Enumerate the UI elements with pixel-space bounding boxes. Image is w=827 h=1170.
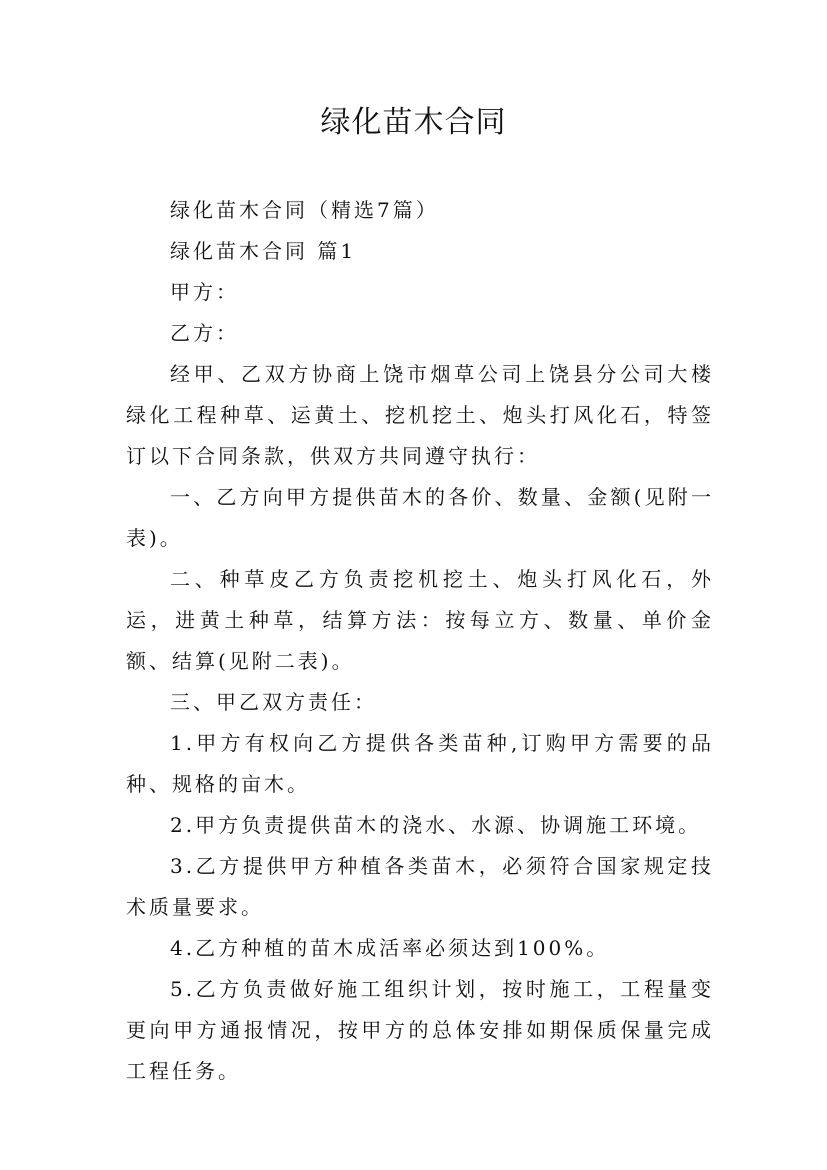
paragraph-item-3: 3.乙方提供甲方种植各类苗木，必须符合国家规定技术质量要求。 <box>126 854 714 919</box>
paragraph-item-5: 5.乙方负责做好施工组织计划，按时施工，工程量变更向甲方通报情况，按甲方的总体安排如期保质保量完成工程任务。 <box>126 977 714 1083</box>
paragraph-preamble: 经甲、乙双方协商上饶市烟草公司上饶县分公司大楼绿化工程种草、运黄土、挖机挖土、炮头打风化石，特签订以下合同条款，供双方共同遵守执行： <box>126 362 714 468</box>
paragraph-item-1: 1.甲方有权向乙方提供各类苗种,订购甲方需要的品种、规格的亩木。 <box>126 731 714 796</box>
paragraph-clause-1: 一、乙方向甲方提供苗木的各价、数量、金额(见附一表)。 <box>126 485 714 550</box>
paragraph-clause-3: 三、甲乙双方责任： <box>170 690 377 714</box>
document-body <box>126 190 714 1092</box>
paragraph-party-b: 乙方： <box>170 321 239 345</box>
paragraph-clause-2: 二、种草皮乙方负责挖机挖土、炮头打风化石，外运，进黄土种草，结算方法：按每立方、数量、单价金额、结算(见附二表)。 <box>126 567 714 673</box>
paragraph-item-2: 2.甲方负责提供苗木的浇水、水源、协调施工环境。 <box>170 813 702 837</box>
document-title: 绿化苗木合同 <box>320 105 507 140</box>
paragraph-item-4: 4.乙方种植的苗木成活率必须达到100%。 <box>170 936 610 960</box>
paragraph-section-heading: 绿化苗木合同 篇1 <box>170 239 357 263</box>
paragraph-party-a: 甲方： <box>170 280 239 304</box>
paragraph-subtitle: 绿化苗木合同（精选7篇） <box>170 198 439 222</box>
